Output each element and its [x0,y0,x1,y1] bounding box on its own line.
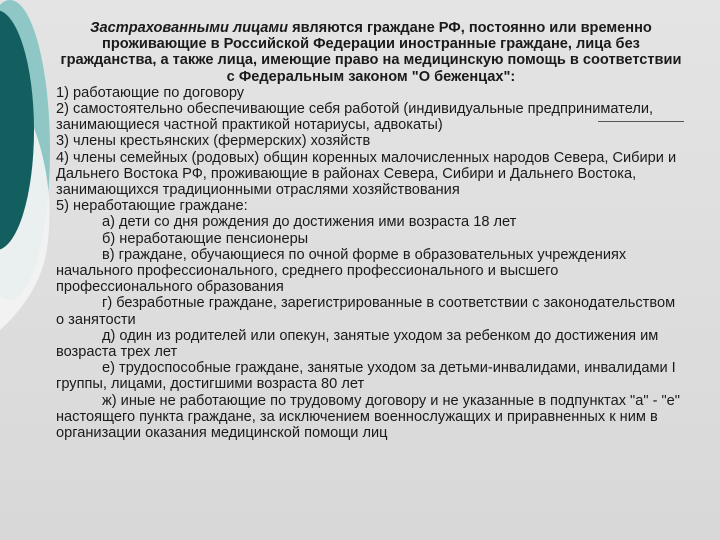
list-item: 4) члены семейных (родовых) общин коренных малочисленных народов Севера, Сибири и Дальнего Востока РФ, проживающие в районах Севера, Сибири и Дальнего Востока, занимающихся традиционными отраслями хозяйствования [56,149,677,199]
sub-list-item: г) безработные граждане, зарегистрированные в соответствии с законодательством о занятости [56,295,676,328]
list-item: 5) неработающие граждане: [56,198,248,215]
sub-list-item: б) неработающие пенсионеры [102,230,309,247]
slide-heading [56,20,686,85]
sub-list-item: е) трудоспособные граждане, занятые уходом за детьми-инвалидами, инвалидами I группы, лицами, достигшими возраста 80 лет [56,360,676,393]
slide-body [56,20,686,441]
heading-lead: Застрахованными лицами [90,20,289,36]
list-item: 2) самостоятельно обеспечивающие себя работой (индивидуальные предприниматели, занимающиеся частной практикой нотариусы, адвокаты) [56,101,654,134]
sub-list-item: д) один из родителей или опекун, занятые уходом за ребенком до достижения им возраста трех лет [56,327,659,361]
list-item: 3) члены крестьянских (фермерских) хозяйств [56,133,371,150]
heading-rest: являются граждане РФ, постоянно или временно проживающие в Российской Федерации иностранные граждане, лица без гражданства, а также лица, имеющие право на медицинскую помощь в соответствии с Федеральным законом "О беженцах": [60,20,682,85]
list-item: 1) работающие по договору [56,84,245,101]
sub-list-item: в) граждане, обучающиеся по очной форме в образовательных учреждениях начального профессионального, среднего профессионального и высшего профессионального образования [56,246,627,296]
sub-list-item: а) дети со дня рождения до достижения ими возраста 18 лет [102,214,517,231]
sub-list-item: ж) иные не работающие по трудовому договору и не указанные в подпунктах "а" - "е" настоящего пункта граждане, за исключением военнослужащих и приравненных к ним в организации оказания медицинской помощи лиц [56,392,680,442]
